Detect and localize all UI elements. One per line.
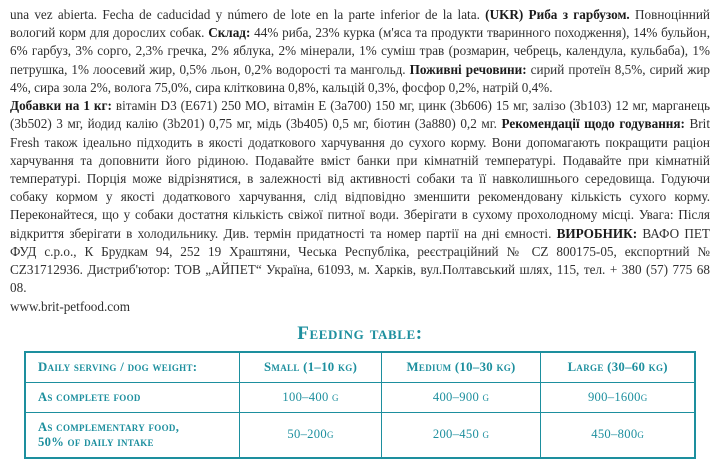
table-header-row <box>25 352 695 383</box>
paragraph-1-part-a: una vez abierta. Fecha de caducidad y <box>10 7 223 22</box>
header-small: Small (1–10 kg) <box>240 352 381 383</box>
row-label-complementary-food <box>25 412 240 458</box>
table-row <box>25 412 695 458</box>
paragraph-2 <box>10 97 710 297</box>
nutrients-heading: Поживні речовини: <box>409 61 527 77</box>
website-url: www.brit-petfood.com <box>10 298 131 314</box>
feeding-recommendation-text: Brit Fresh також ідеально підходить в якості додаткового харчування до сухого корму. Вони допомагають покращити раціон харчування та доповнити його рідиною. Подавайте вміст банки при кімнатній температурі. Подавайте при кімнатній температурі. Порція може відрізнятися, в залежності від активності собаки та її навколишнього середовища. Годуючи собаку кормом у якості додаткового харчування, слід відповідно зменшити рекомендовану кількість сухого корму. Переконайтеся, що у собаки достатня кількість свіжої питної води. Зберігати в сухому прохолодному місці. Увага: Після відкриття зберігати в холодильнику. Див. термін придатності та номер партії на дні ємності. <box>10 116 710 241</box>
feeding-table-wrapper <box>10 351 710 459</box>
header-large: Large (30–60 kg) <box>541 352 695 383</box>
feeding-recommendation-heading: Рекомендації щодо годування: <box>501 116 685 132</box>
row-label-complementary-line2: 50% of daily intake <box>38 434 154 449</box>
row-label-complete-food: As complete food <box>25 382 240 412</box>
feeding-table-body <box>25 382 695 458</box>
manufacturer-heading: ВИРОБНИК: <box>556 225 638 241</box>
paragraph-1-part-c: Повноцінний вологий корм для дорослих собак. <box>10 7 710 41</box>
paragraph-1-part-b: número de lote en la parte inferior de la lata. <box>222 7 486 22</box>
cell-complete-large: 900–1600g <box>541 382 695 412</box>
additives-heading: Добавки на 1 кг: <box>10 98 112 114</box>
table-row <box>25 382 695 412</box>
header-daily-serving: Daily serving / dog weight: <box>25 352 240 383</box>
cell-complete-small: 100–400 g <box>240 382 381 412</box>
composition-heading: Склад: <box>208 25 251 41</box>
additives-text: вітамін D3 (E671) 250 МО, вітамін Е (3а700) 150 мг, цинк (3b606) 15 мг, залізо (3b103) 12 мг, марганець (3b502) 3 мг, йодид калію (3b201) 0,75 мг, мідь (3b405) 0,5 мг, біотин (3а880) 0,2 мг. <box>10 98 711 132</box>
feeding-table-head <box>25 352 695 383</box>
cell-complementary-medium: 200–450 g <box>381 412 541 458</box>
paragraph-1 <box>10 6 710 97</box>
feeding-table-title: Feeding table: <box>297 322 423 344</box>
paragraph-3 <box>10 298 710 316</box>
nutrients-text: сирий протеїн 8,5%, сирий жир 4%, сира зола 2%, волога 75,0%, сира клітковина 0,8%, кальцій 0,3%, фосфор 0,2%, натрій 0,4%. <box>10 61 710 95</box>
header-medium: Medium (10–30 kg) <box>381 352 541 383</box>
manufacturer-text: ВАФО ПЕТ ФУД с.р.о., К Брудкам 94, 252 19 Храштяни, Чеська Республіка, реєстраційний № CZ 800175-05, експортний № CZ31712936. Дистриб'ютор: ТОВ „АЙПЕТ“ Україна, 61093, м. Харків, вул.Полтавський шлях, 115, тел. + 380 (57) 775 68 08. <box>10 225 710 296</box>
cell-complementary-small: 50–200g <box>240 412 381 458</box>
composition-text: 44% риба, 23% курка (м'яса та продукти тваринного походження), 14% бульйон, 6% гарбуз, 3% сорго, 2,3% гречка, 2% яблука, 2% мінерали, 1% суміш трав (розмарин, чебрець, календула, кульбаба), 1% петрушка, 1% лоосевий жир, 0,5% льон, 0,2% водорості та мангольд. <box>10 25 710 77</box>
ingredient-text-block <box>10 6 710 316</box>
cell-complementary-large: 450–800g <box>541 412 695 458</box>
feeding-table <box>24 351 696 459</box>
cell-complete-medium: 400–900 g <box>381 382 541 412</box>
product-name-ukr: (UKR) Риба з гарбузом. <box>485 7 630 22</box>
row-label-complementary-line1: As complementary food, <box>38 419 180 434</box>
